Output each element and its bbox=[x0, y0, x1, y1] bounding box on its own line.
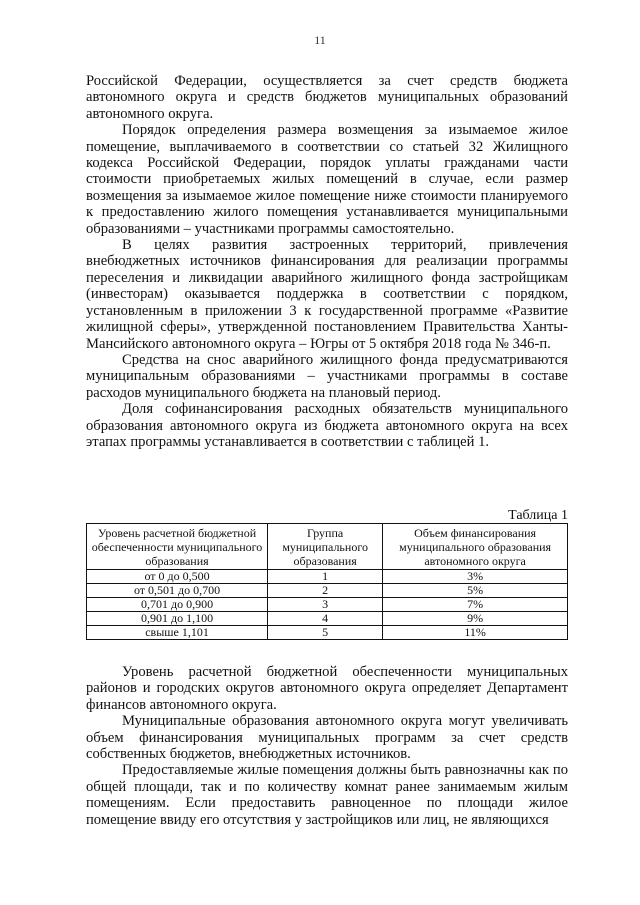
cell-group: 2 bbox=[268, 584, 383, 598]
cell-group: 3 bbox=[268, 598, 383, 612]
table-row bbox=[87, 598, 568, 612]
paragraph: В целях развития застроенных территорий, привлечения внебюджетных источников финансирования для реализации программы переселения и ликвидации аварийного жилищного фонда застройщикам (инвесторам) оказывается поддержка в соответствии с порядком, установленным в приложении 3 к государственной программе «Развитие жилищной сферы», утвержденной постановлением Правительства Ханты-Мансийского автономного округа – Югры от 5 октября 2018 года № 346-п. bbox=[86, 237, 568, 352]
paragraph: Уровень расчетной бюджетной обеспеченности муниципальных районов и городских округов автономного округа определяет Департамент финансов автономного округа. bbox=[86, 664, 568, 713]
paragraph: Муниципальные образования автономного округа могут увеличивать объем финансирования муниципальных программ за счет средств собственных бюджетов, внебюджетных источников. bbox=[86, 713, 568, 763]
header-funding-share: Объем финансирования муниципального образования автономного округа bbox=[383, 524, 568, 570]
cell-group: 4 bbox=[268, 612, 383, 626]
table-row bbox=[87, 612, 568, 626]
cell-group: 5 bbox=[268, 626, 383, 640]
paragraph: Порядок определения размера возмещения за изымаемое жилое помещение, выплачиваемого в соответствии со статьей 32 Жилищного кодекса Российской Федерации, порядок уплаты гражданами части стоимости приобретаемых жилых помещений в случае, если размер возмещения за изымаемое жилое помещение ниже стоимости планируемого к предоставлению жилого помещения устанавливается муниципальными образованиями – участниками программы самостоятельно. bbox=[86, 122, 568, 237]
paragraph: Средства на снос аварийного жилищного фонда предусматриваются муниципальным образованиями – участниками программы в составе расходов муниципального бюджета на плановый период. bbox=[86, 351, 568, 401]
table-row bbox=[87, 570, 568, 584]
cell-group: 1 bbox=[268, 570, 383, 584]
cell-funding-share: 7% bbox=[383, 598, 568, 612]
header-budget-level: Уровень расчетной бюджетной обеспеченности муниципального образования bbox=[87, 524, 268, 570]
body-text-top bbox=[86, 73, 568, 450]
table-row bbox=[87, 626, 568, 640]
cell-budget-level: 0,701 до 0,900 bbox=[87, 598, 268, 612]
table-row bbox=[87, 584, 568, 598]
body-text-bottom bbox=[86, 664, 568, 828]
cell-funding-share: 3% bbox=[383, 570, 568, 584]
cell-funding-share: 11% bbox=[383, 626, 568, 640]
cell-budget-level: от 0 до 0,500 bbox=[87, 570, 268, 584]
table-caption: Таблица 1 bbox=[508, 508, 568, 523]
cell-funding-share: 9% bbox=[383, 612, 568, 626]
paragraph: Российской Федерации, осуществляется за счет средств бюджета автономного округа и средств бюджетов муниципальных образований автономного округа. bbox=[86, 73, 568, 122]
cell-budget-level: 0,901 до 1,100 bbox=[87, 612, 268, 626]
paragraph: Доля софинансирования расходных обязательств муниципального образования автономного округа из бюджета автономного округа на всех этапах программы устанавливается в соответствии с таблицей 1. bbox=[86, 401, 568, 450]
cell-budget-level: от 0,501 до 0,700 bbox=[87, 584, 268, 598]
cell-funding-share: 5% bbox=[383, 584, 568, 598]
header-group: Группа муниципального образования bbox=[268, 524, 383, 570]
table-header-row bbox=[87, 524, 568, 570]
paragraph: Предоставляемые жилые помещения должны быть равнозначны как по общей площади, так и по количеству комнат ранее занимаемым жилым помещениям. Если предоставить равноценное по площади жилое помещение ввиду его отсутствия у застройщиков или лиц, не являющихся bbox=[86, 762, 568, 828]
funding-table bbox=[86, 523, 568, 640]
page-number: 11 bbox=[314, 33, 326, 47]
cell-budget-level: свыше 1,101 bbox=[87, 626, 268, 640]
